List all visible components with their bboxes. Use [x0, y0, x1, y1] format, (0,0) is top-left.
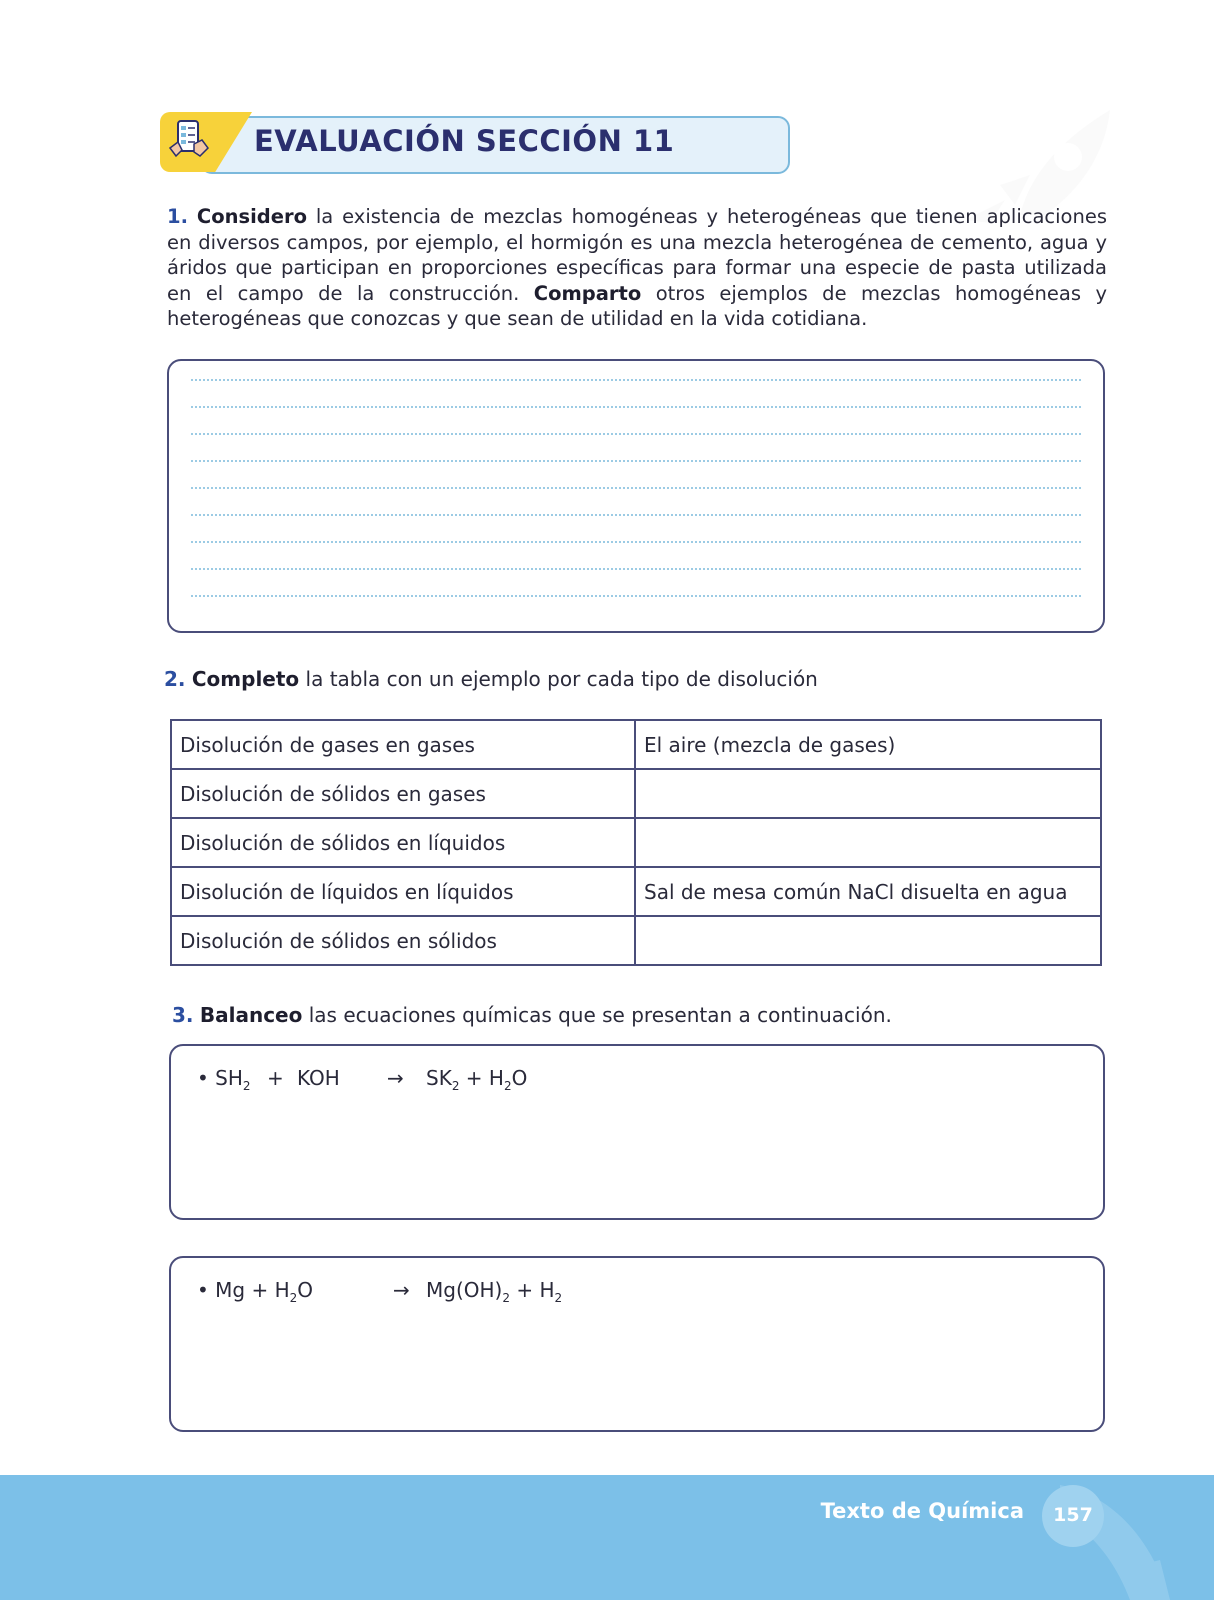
- table-row: [171, 818, 1101, 867]
- answer-line: [191, 541, 1081, 543]
- subscript: 2: [502, 1291, 510, 1305]
- question-3-verb: Balanceo: [199, 1003, 303, 1027]
- question-3-body: las ecuaciones químicas que se presentan a continuación.: [302, 1003, 892, 1027]
- solution-type-cell: Disolución de gases en gases: [171, 720, 635, 769]
- solution-example-cell[interactable]: [635, 818, 1101, 867]
- reactant-1: SH: [215, 1066, 243, 1090]
- question-2-verb: Completo: [191, 667, 300, 691]
- solution-example-cell[interactable]: Sal de mesa común NaCl disuelta en agua: [635, 867, 1101, 916]
- bullet: •: [197, 1066, 209, 1090]
- equation-2-products: [426, 1278, 562, 1305]
- table-row: [171, 769, 1101, 818]
- section-header: [160, 112, 790, 176]
- solution-type-cell: Disolución de sólidos en gases: [171, 769, 635, 818]
- solutions-table: [170, 719, 1102, 966]
- solution-type-cell: Disolución de sólidos en sólidos: [171, 916, 635, 965]
- question-1-text-1: la existencia de mezclas homogéneas y heterogéneas que tienen aplicaciones en diversos campos, por ejemplo, el hormigón es una mezcla heterogénea de cemento, agua y áridos que participan en proporciones específicas para formar una especie de pasta utilizada en el campo de la construcción.: [167, 205, 1107, 305]
- page-footer: [0, 1475, 1214, 1600]
- reaction-arrow-icon: →: [393, 1278, 410, 1302]
- answer-line: [191, 379, 1081, 381]
- book-title: Texto de Química: [820, 1499, 1024, 1523]
- equation-box-2[interactable]: [169, 1256, 1105, 1432]
- question-1-text-2: otros ejemplos de mezclas homogéneas y heterogéneas que conozcas y que sean de utilidad en la vida cotidiana.: [167, 281, 1108, 330]
- subscript: 2: [554, 1291, 563, 1305]
- answer-box-1[interactable]: [167, 359, 1105, 633]
- table-row: [171, 867, 1101, 916]
- answer-line: [191, 460, 1081, 462]
- solution-example-cell[interactable]: [635, 769, 1101, 818]
- page-title: EVALUACIÓN SECCIÓN 11: [254, 124, 675, 158]
- answer-line: [191, 487, 1081, 489]
- solution-type-cell: Disolución de sólidos en líquidos: [171, 818, 635, 867]
- answer-line: [191, 568, 1081, 570]
- question-2-text: [164, 667, 818, 691]
- product-1: Mg(OH): [426, 1278, 503, 1302]
- equation-1-reactants: [197, 1066, 251, 1093]
- subscript: 2: [242, 1079, 251, 1093]
- question-1-verb-2: Comparto: [533, 281, 642, 305]
- reactant-1: Mg + H: [215, 1278, 290, 1302]
- question-3-number: 3.: [172, 1003, 194, 1027]
- question-1-verb-1: Considero: [196, 205, 307, 228]
- equation-1-reactant-2: KOH: [297, 1066, 340, 1090]
- solution-example-cell[interactable]: [635, 916, 1101, 965]
- product-2: + H: [459, 1066, 504, 1090]
- answer-line: [191, 433, 1081, 435]
- equation-1-products: [426, 1066, 527, 1093]
- table-row: [171, 720, 1101, 769]
- solution-example-cell[interactable]: El aire (mezcla de gases): [635, 720, 1101, 769]
- product-1: SK: [426, 1066, 452, 1090]
- question-2-number: 2.: [164, 667, 186, 691]
- bullet: •: [197, 1278, 209, 1302]
- subscript: 2: [451, 1079, 460, 1093]
- answer-line: [191, 514, 1081, 516]
- rocket-watermark-icon: [1020, 1475, 1200, 1600]
- equation-2-reactants: [197, 1278, 313, 1305]
- subscript: 2: [503, 1079, 512, 1093]
- product-2: + H: [509, 1278, 555, 1302]
- equation-box-1[interactable]: [169, 1044, 1105, 1220]
- table-row: [171, 916, 1101, 965]
- question-1-text: [167, 204, 1107, 332]
- subscript: 2: [289, 1291, 298, 1305]
- question-3-text: [172, 1003, 892, 1027]
- page-number: 157: [1053, 1504, 1093, 1526]
- question-1-number: 1.: [167, 205, 188, 228]
- solution-type-cell: Disolución de líquidos en líquidos: [171, 867, 635, 916]
- reactant-1-tail: O: [297, 1278, 314, 1302]
- tablet-checklist-icon: [168, 118, 212, 158]
- answer-line: [191, 406, 1081, 408]
- reaction-arrow-icon: →: [387, 1066, 404, 1090]
- product-2-tail: O: [511, 1066, 528, 1090]
- answer-line: [191, 595, 1081, 597]
- equation-1-plus: +: [267, 1066, 284, 1090]
- question-2-body: la tabla con un ejemplo por cada tipo de disolución: [299, 667, 818, 691]
